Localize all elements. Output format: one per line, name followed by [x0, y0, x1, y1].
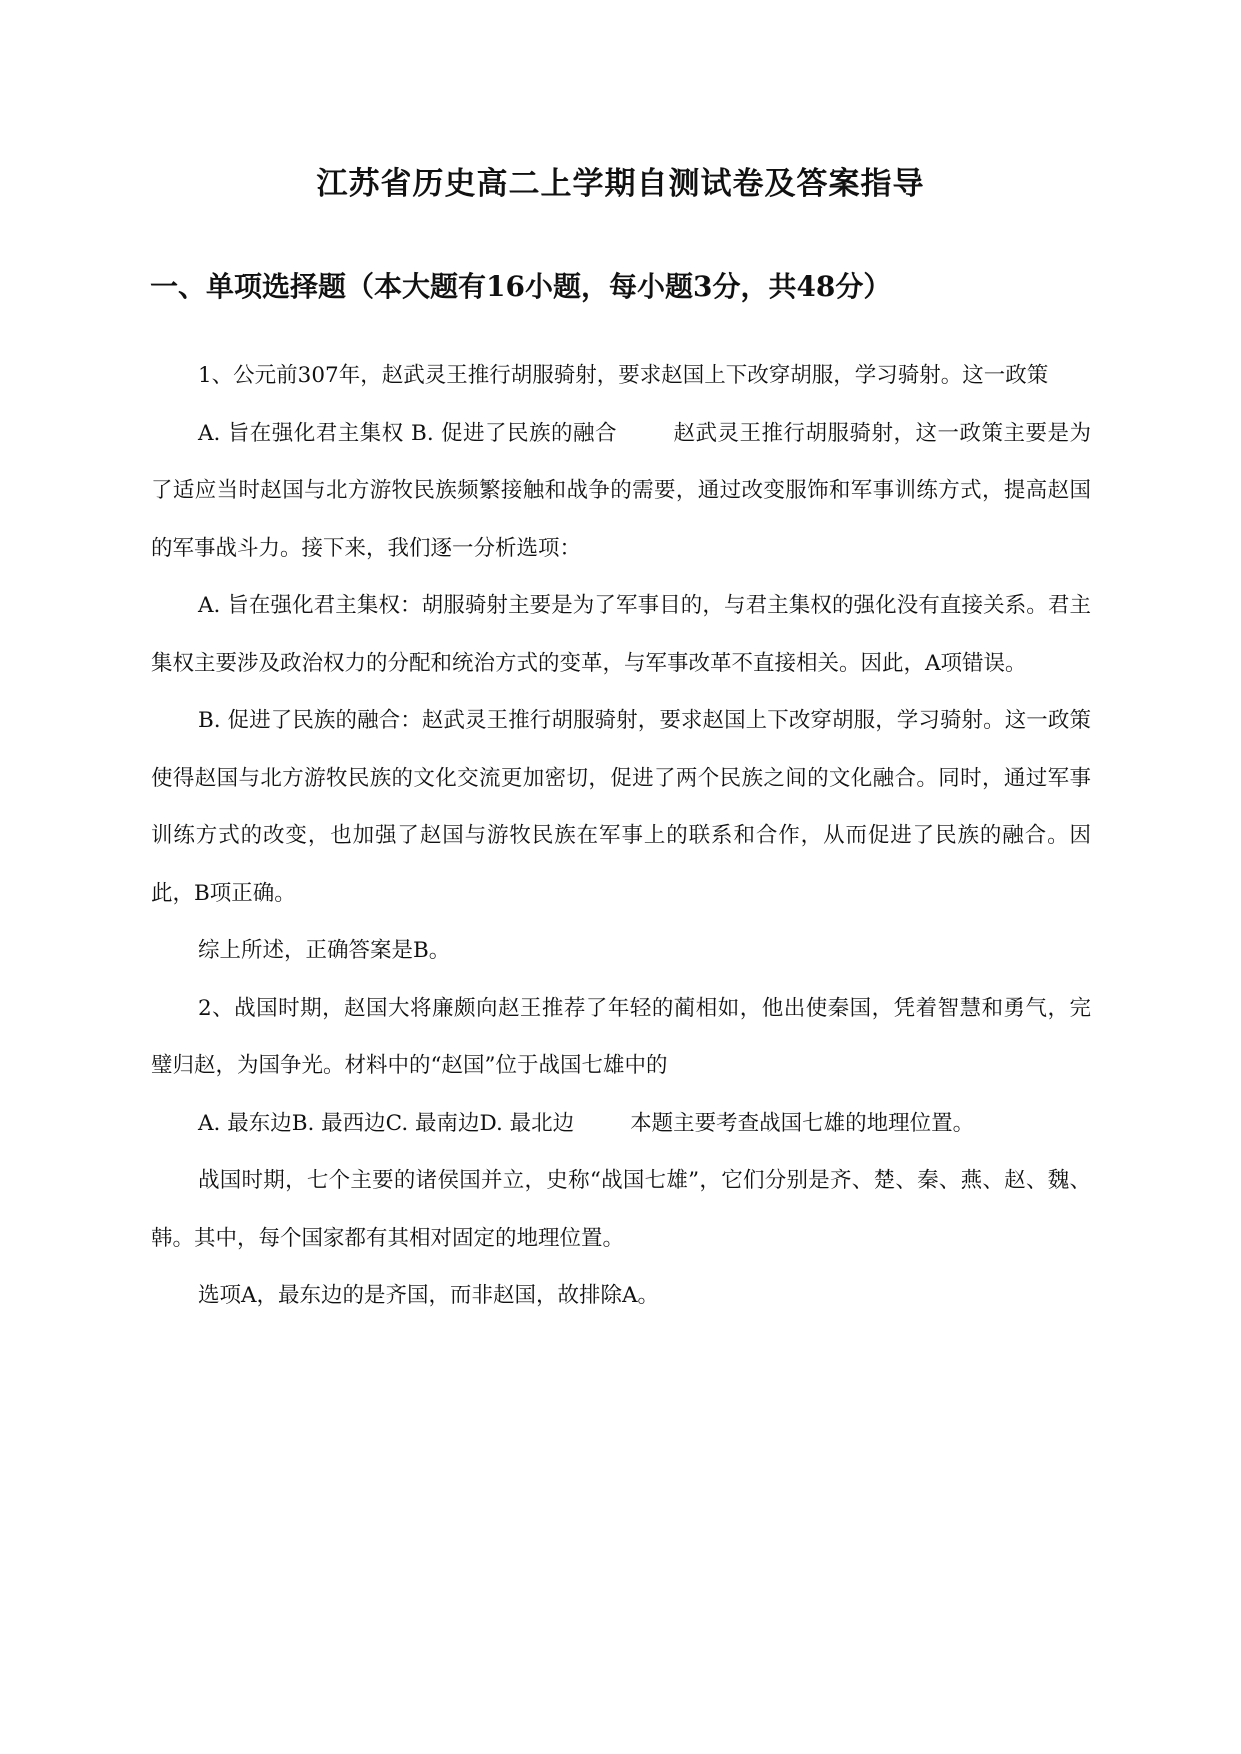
question-1-analysis-b: B. 促进了民族的融合：赵武灵王推行胡服骑射，要求赵国上下改穿胡服，学习骑射。这一政策使得赵国与北方游牧民族的文化交流更加密切，促进了两个民族之间的文化融合。同时，通过军事训练方式的改变，也加强了赵国与游牧民族在军事上的联系和合作，从而促进了民族的融合。因此，B项正确。: [151, 708, 1091, 906]
section-heading: 一、单项选择题（本大题有16小题，每小题3分，共48分）: [150, 270, 892, 303]
question-2-stem: 2、战国时期，赵国大将廉颇向赵王推荐了年轻的蔺相如，他出使秦国，凭着智慧和勇气，完璧归赵，为国争光。材料中的“赵国”位于战国七雄中的: [151, 995, 1091, 1078]
document-title: 江苏省历史高二上学期自测试卷及答案指导: [316, 166, 925, 202]
question-1-analysis-a: A. 旨在强化君主集权：胡服骑射主要是为了军事目的，与君主集权的强化没有直接关系。君主集权主要涉及政治权力的分配和统治方式的变革，与军事改革不直接相关。因此，A项错误。: [151, 593, 1091, 676]
question-2-analysis-background: 战国时期，七个主要的诸侯国并立，史称“战国七雄”，它们分别是齐、楚、秦、燕、赵、魏、韩。其中，每个国家都有其相对固定的地理位置。: [151, 1168, 1091, 1251]
question-2-analysis-a: 选项A，最东边的是齐国，而非赵国，故排除A。: [198, 1283, 660, 1308]
question-1-stem: 1、公元前307年，赵武灵王推行胡服骑射，要求赵国上下改穿胡服，学习骑射。这一政策: [198, 363, 1049, 388]
document-body: [151, 347, 1091, 1325]
question-2-options-and-analysis: [151, 1095, 1091, 1153]
question-1-options-and-analysis: [151, 405, 1091, 578]
question-2-analysis-intro: 本题主要考查战国七雄的地理位置。: [630, 1110, 975, 1136]
question-2-options: A. 最东边B. 最西边C. 最南边D. 最北边: [198, 1110, 575, 1136]
question-1-options: A. 旨在强化君主集权 B. 促进了民族的融合: [198, 420, 617, 446]
question-1-conclusion: 综上所述，正确答案是B。: [198, 938, 451, 963]
question-1-analysis-intro: 赵武灵王推行胡服骑射，这一政策主要是为了适应当时赵国与北方游牧民族频繁接触和战争的需要，通过改变服饰和军事训练方式，提高赵国的军事战斗力。接下来，我们逐一分析选项：: [151, 420, 1091, 561]
